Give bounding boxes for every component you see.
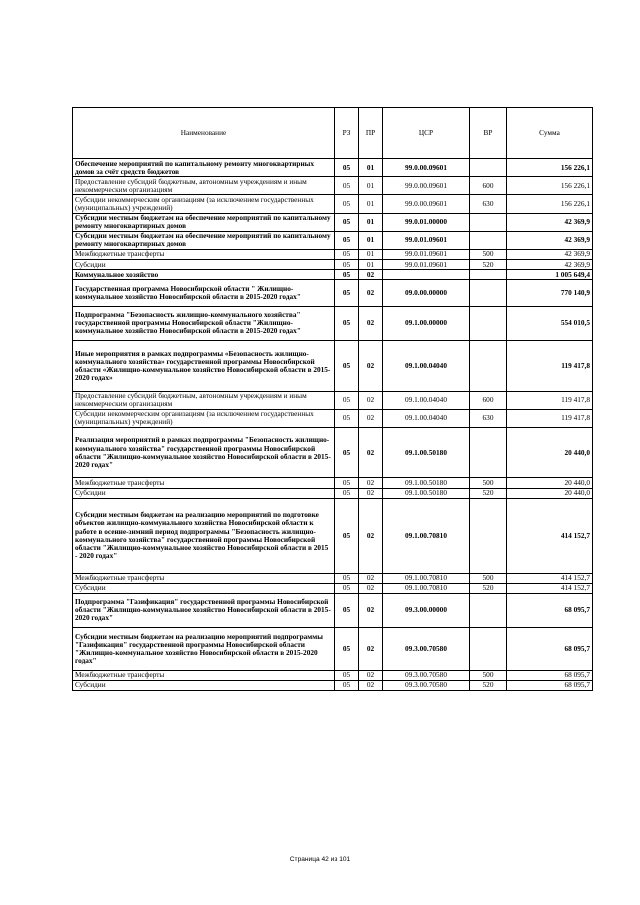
table-row: [73, 177, 593, 195]
cell-sum: 414 152,7: [507, 583, 593, 593]
cell-pr: 02: [359, 478, 383, 488]
cell-rz: 05: [335, 177, 359, 195]
cell-pr: 02: [359, 270, 383, 280]
cell-csr: 99.0.01.09601: [383, 249, 470, 259]
cell-sum: 156 226,1: [507, 159, 593, 177]
cell-name: Предоставление субсидий бюджетным, автономным учреждениям и иным некоммерческим организациям: [73, 177, 335, 195]
cell-sum: 20 440,0: [507, 478, 593, 488]
cell-rz: 05: [335, 427, 359, 478]
table-row: [73, 249, 593, 259]
cell-name: Коммунальное хозяйство: [73, 270, 335, 280]
cell-vr: 520: [470, 680, 507, 690]
cell-pr: 02: [359, 583, 383, 593]
cell-sum: 554 010,5: [507, 306, 593, 340]
cell-vr: 630: [470, 409, 507, 427]
cell-sum: 68 095,7: [507, 593, 593, 627]
cell-sum: 42 369,9: [507, 249, 593, 259]
table-row: [73, 488, 593, 498]
cell-vr: [470, 280, 507, 306]
page-number: Страница 42 из 101: [289, 856, 351, 863]
table-row: [73, 306, 593, 340]
table-row: [73, 593, 593, 627]
header-rz: РЗ: [335, 108, 359, 159]
cell-sum: 20 440,0: [507, 488, 593, 498]
cell-name: Субсидии местным бюджетам на реализацию мероприятий подпрограммы "Газификация" государственной программы Новосибирской области "Жилищно-коммунальное хозяйство Новосибирской области в 2015-2020 годах": [73, 628, 335, 671]
cell-name: Подпрограмма "Газификация" государственной программы Новосибирской области "Жилищно-коммунальное хозяйство Новосибирской области в 2015-2020 годах": [73, 593, 335, 627]
cell-vr: [470, 427, 507, 478]
cell-vr: [470, 498, 507, 573]
cell-name: Субсидии некоммерческим организациям (за исключением государственных (муниципальных) учреждений): [73, 195, 335, 213]
cell-vr: [470, 231, 507, 249]
cell-csr: 99.0.01.09601: [383, 260, 470, 270]
cell-vr: [470, 270, 507, 280]
cell-rz: 05: [335, 195, 359, 213]
cell-name: Обеспечение мероприятий по капитальному ремонту многоквартирных домов за счёт средств бюджетов: [73, 159, 335, 177]
cell-name: Межбюджетные трансферты: [73, 573, 335, 583]
table-row: [73, 427, 593, 478]
cell-vr: 520: [470, 488, 507, 498]
cell-csr: 09.3.00.70580: [383, 670, 470, 680]
cell-vr: [470, 593, 507, 627]
cell-vr: 630: [470, 195, 507, 213]
cell-sum: 119 417,8: [507, 340, 593, 391]
cell-vr: 500: [470, 573, 507, 583]
table-row: [73, 260, 593, 270]
cell-csr: 09.1.00.04040: [383, 340, 470, 391]
cell-csr: 09.1.00.50180: [383, 427, 470, 478]
cell-csr: 09.1.00.70810: [383, 583, 470, 593]
cell-pr: 02: [359, 340, 383, 391]
cell-rz: 05: [335, 391, 359, 409]
cell-name: Субсидии местным бюджетам на обеспечение мероприятий по капитальному ремонту многоквартирных домов: [73, 231, 335, 249]
cell-rz: 05: [335, 670, 359, 680]
cell-pr: 02: [359, 280, 383, 306]
cell-pr: 01: [359, 195, 383, 213]
table-row: [73, 280, 593, 306]
cell-rz: 05: [335, 478, 359, 488]
cell-csr: 09.1.00.70810: [383, 498, 470, 573]
cell-sum: 68 095,7: [507, 670, 593, 680]
cell-pr: 02: [359, 488, 383, 498]
table-row: [73, 670, 593, 680]
table-row: [73, 270, 593, 280]
cell-name: Реализация мероприятий в рамках подпрограммы "Безопасность жилищно-коммунального хозяйства" государственной программы Новосибирской области "Жилищно-коммунальное хозяйство Новосибирской области в 2015-2020 годах": [73, 427, 335, 478]
cell-rz: 05: [335, 498, 359, 573]
cell-sum: 414 152,7: [507, 573, 593, 583]
cell-rz: 05: [335, 593, 359, 627]
cell-csr: 99.0.00.09601: [383, 195, 470, 213]
cell-rz: 05: [335, 628, 359, 671]
table-row: [73, 340, 593, 391]
cell-rz: 05: [335, 488, 359, 498]
header-csr: ЦСР: [383, 108, 470, 159]
header-sum: Сумма: [507, 108, 593, 159]
cell-csr: 09.3.00.70580: [383, 628, 470, 671]
cell-sum: 414 152,7: [507, 498, 593, 573]
cell-sum: 119 417,8: [507, 409, 593, 427]
cell-rz: 05: [335, 213, 359, 231]
cell-rz: 05: [335, 409, 359, 427]
cell-name: Иные мероприятия в рамках подпрограммы «Безопасность жилищно-коммунального хозяйства» государственной программы Новосибирской области «Жилищно-коммунальное хозяйство Новосибирской области в 2015-2020 годах»: [73, 340, 335, 391]
cell-sum: 156 226,1: [507, 177, 593, 195]
cell-pr: 01: [359, 213, 383, 231]
cell-sum: 1 005 649,4: [507, 270, 593, 280]
cell-name: Субсидии: [73, 488, 335, 498]
cell-pr: 02: [359, 680, 383, 690]
cell-rz: 05: [335, 680, 359, 690]
table-row: [73, 195, 593, 213]
cell-rz: 05: [335, 260, 359, 270]
cell-pr: 01: [359, 177, 383, 195]
cell-rz: 05: [335, 573, 359, 583]
cell-pr: 02: [359, 391, 383, 409]
cell-rz: 05: [335, 249, 359, 259]
cell-csr: 99.0.01.00000: [383, 213, 470, 231]
cell-csr: 09.3.00.70580: [383, 680, 470, 690]
cell-csr: 99.0.01.09601: [383, 231, 470, 249]
table-row: [73, 391, 593, 409]
table-row: [73, 573, 593, 583]
cell-csr: 09.0.00.00000: [383, 280, 470, 306]
cell-pr: 02: [359, 670, 383, 680]
cell-pr: 02: [359, 306, 383, 340]
cell-vr: 500: [470, 249, 507, 259]
cell-sum: 20 440,0: [507, 427, 593, 478]
cell-rz: 05: [335, 340, 359, 391]
cell-pr: 02: [359, 593, 383, 627]
table-row: [73, 628, 593, 671]
header-vr: ВР: [470, 108, 507, 159]
cell-name: Государственная программа Новосибирской области " Жилищно-коммунальное хозяйство Новосибирской области в 2015-2020 годах": [73, 280, 335, 306]
cell-sum: 42 369,9: [507, 213, 593, 231]
cell-vr: 600: [470, 391, 507, 409]
cell-vr: [470, 628, 507, 671]
cell-pr: 02: [359, 409, 383, 427]
cell-sum: 119 417,8: [507, 391, 593, 409]
cell-name: Межбюджетные трансферты: [73, 249, 335, 259]
table-row: [73, 231, 593, 249]
cell-pr: 02: [359, 427, 383, 478]
cell-rz: 05: [335, 231, 359, 249]
cell-name: Межбюджетные трансферты: [73, 478, 335, 488]
cell-csr: 99.0.00.09601: [383, 159, 470, 177]
cell-sum: 156 226,1: [507, 195, 593, 213]
cell-name: Субсидии некоммерческим организациям (за исключением государственных (муниципальных) учреждений): [73, 409, 335, 427]
cell-name: Субсидии: [73, 680, 335, 690]
cell-csr: [383, 270, 470, 280]
header-pr: ПР: [359, 108, 383, 159]
cell-vr: 520: [470, 583, 507, 593]
cell-sum: 42 369,9: [507, 231, 593, 249]
table-row: [73, 213, 593, 231]
table-row: [73, 583, 593, 593]
cell-sum: 770 140,9: [507, 280, 593, 306]
cell-vr: [470, 213, 507, 231]
cell-csr: 09.1.00.50180: [383, 478, 470, 488]
cell-pr: 02: [359, 628, 383, 671]
cell-pr: 01: [359, 260, 383, 270]
cell-name: Субсидии: [73, 260, 335, 270]
cell-csr: 09.1.00.00000: [383, 306, 470, 340]
cell-pr: 02: [359, 498, 383, 573]
cell-vr: 500: [470, 670, 507, 680]
cell-rz: 05: [335, 270, 359, 280]
cell-name: Субсидии местным бюджетам на реализацию мероприятий по подготовке объектов жилищно-коммунального хозяйства Новосибирской области к работе в осенне-зимний период подпрограммы "Безопасность жилищно-коммунального хозяйства" государственной программы Новосибирской области "Жилищно-коммунальное хозяйство Новосибирской области в 2015 - 2020 годах": [73, 498, 335, 573]
cell-csr: 09.1.00.70810: [383, 573, 470, 583]
cell-csr: 99.0.00.09601: [383, 177, 470, 195]
cell-pr: 01: [359, 249, 383, 259]
cell-sum: 42 369,9: [507, 260, 593, 270]
cell-vr: [470, 340, 507, 391]
cell-vr: [470, 306, 507, 340]
table-row: [73, 159, 593, 177]
table-row: [73, 409, 593, 427]
cell-rz: 05: [335, 306, 359, 340]
cell-sum: 68 095,7: [507, 628, 593, 671]
cell-csr: 09.1.00.04040: [383, 409, 470, 427]
cell-vr: [470, 159, 507, 177]
cell-rz: 05: [335, 280, 359, 306]
cell-csr: 09.3.00.00000: [383, 593, 470, 627]
table-row: [73, 680, 593, 690]
cell-csr: 09.1.00.04040: [383, 391, 470, 409]
header-name: Наименование: [73, 108, 335, 159]
table-row: [73, 498, 593, 573]
cell-rz: 05: [335, 583, 359, 593]
budget-table: [72, 107, 593, 691]
cell-pr: 02: [359, 573, 383, 583]
cell-name: Субсидии местным бюджетам на обеспечение мероприятий по капитальному ремонту многоквартирных домов: [73, 213, 335, 231]
cell-sum: 68 095,7: [507, 680, 593, 690]
cell-pr: 01: [359, 231, 383, 249]
table-body: [73, 159, 593, 691]
cell-rz: 05: [335, 159, 359, 177]
cell-vr: 500: [470, 478, 507, 488]
cell-name: Предоставление субсидий бюджетным, автономным учреждениям и иным некоммерческим организациям: [73, 391, 335, 409]
cell-name: Субсидии: [73, 583, 335, 593]
cell-vr: 520: [470, 260, 507, 270]
cell-vr: 600: [470, 177, 507, 195]
table-row: [73, 478, 593, 488]
table-header-row: [73, 108, 593, 159]
cell-pr: 01: [359, 159, 383, 177]
cell-name: Межбюджетные трансферты: [73, 670, 335, 680]
cell-csr: 09.1.00.50180: [383, 488, 470, 498]
cell-name: Подпрограмма "Безопасность жилищно-коммунального хозяйства" государственной программы Новосибирской области "Жилищно-коммунальное хозяйство Новосибирской области в 2015-2020 годах": [73, 306, 335, 340]
